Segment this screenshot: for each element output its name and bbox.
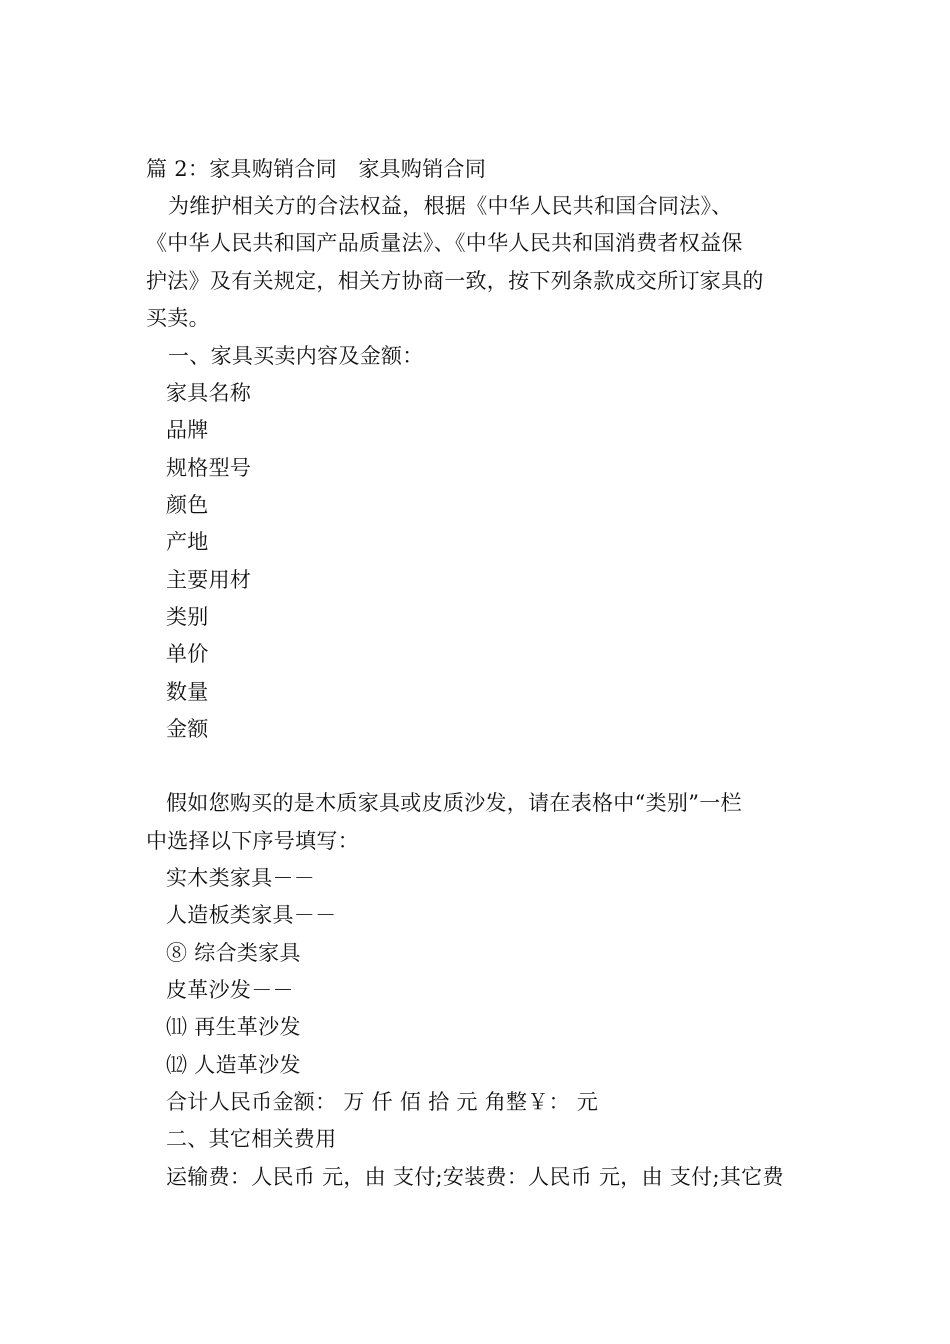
field-item: 类别 — [166, 605, 209, 629]
note-line-2: 中选择以下序号填写： — [146, 829, 359, 853]
section-2-heading: 二、其它相关费用 — [166, 1127, 337, 1151]
field-item: 金额 — [166, 717, 209, 741]
total-amount-line: 合计人民币金额： 万 仟 佰 拾 元 角整￥： 元 — [166, 1090, 599, 1114]
option-item: ⑧ 综合类家具 — [166, 941, 301, 965]
option-item: 人造板类家具－－ — [166, 903, 337, 927]
note-line-1: 假如您购买的是木质家具或皮质沙发，请在表格中“类别”一栏 — [166, 791, 742, 815]
intro-line-1: 为维护相关方的合法权益，根据《中华人民共和国合同法》、 — [168, 194, 733, 218]
field-item: 数量 — [166, 680, 209, 704]
option-item: ⑾ 再生革沙发 — [166, 1015, 301, 1039]
option-item: 实木类家具－－ — [166, 866, 316, 890]
section-1-heading: 一、家具买卖内容及金额： — [168, 344, 424, 368]
fees-line: 运输费：人民币 元，由 支付;安装费：人民币 元，由 支付;其它费 — [166, 1165, 784, 1189]
field-item: 规格型号 — [166, 456, 252, 480]
field-item: 品牌 — [166, 418, 209, 442]
field-item: 颜色 — [166, 493, 209, 517]
option-item: ⑿ 人造革沙发 — [166, 1053, 301, 1077]
intro-line-4: 买卖。 — [146, 306, 210, 330]
field-item: 产地 — [166, 530, 209, 554]
option-item: 皮革沙发－－ — [166, 978, 294, 1002]
field-item: 主要用材 — [166, 568, 252, 592]
intro-line-3: 护法》及有关规定，相关方协商一致，按下列条款成交所订家具的 — [146, 269, 764, 293]
document-title: 篇 2：家具购销合同 家具购销合同 — [146, 157, 487, 181]
field-item: 家具名称 — [166, 381, 252, 405]
intro-line-2: 《中华人民共和国产品质量法》、《中华人民共和国消费者权益保 — [146, 231, 743, 255]
field-item: 单价 — [166, 642, 209, 666]
